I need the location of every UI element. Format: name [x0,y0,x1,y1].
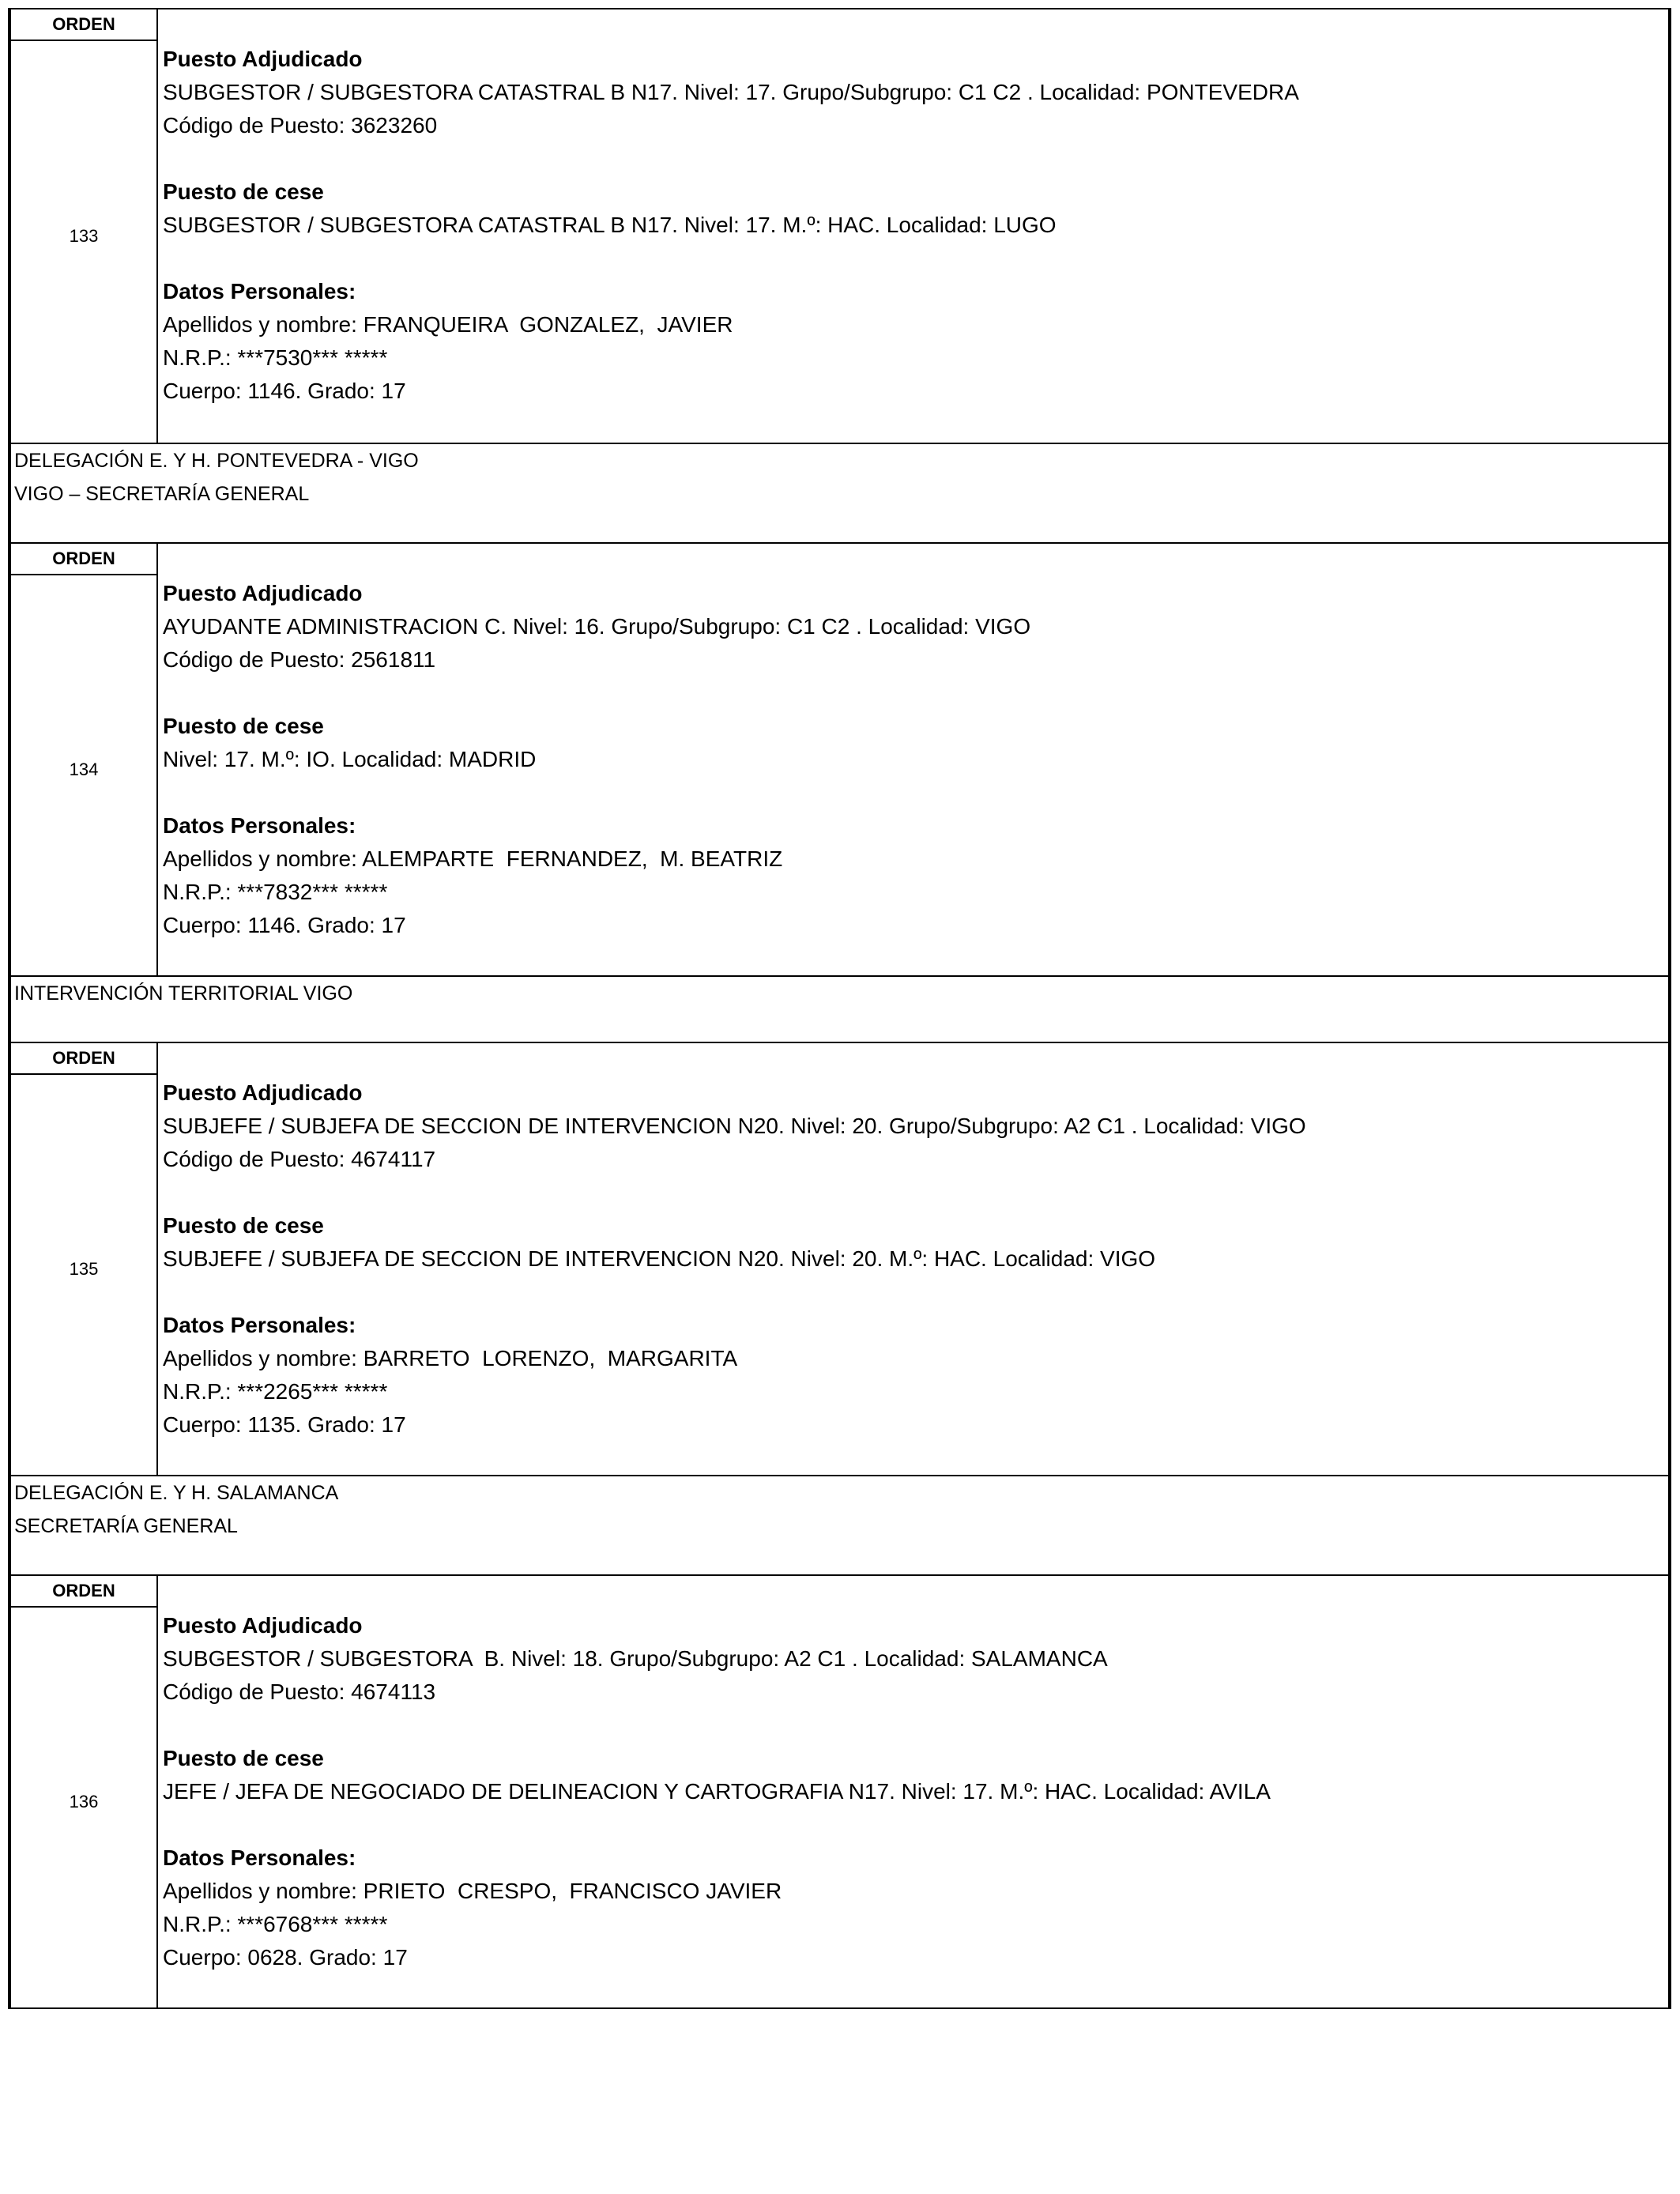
cese-text: Nivel: 17. M.º: IO. Localidad: MADRID [163,747,537,771]
section-line: SECRETARÍA GENERAL [14,1515,238,1537]
section-line: DELEGACIÓN E. Y H. SALAMANCA [14,1482,339,1504]
entry-details [158,1043,1668,1475]
entry-133 [11,9,1668,443]
nombre-text: Apellidos y nombre: BARRETO LORENZO, MARGARITA [163,1346,738,1370]
section-header [11,443,1668,542]
entry-136 [11,1574,1668,2007]
orden-header: ORDEN [11,1043,156,1075]
adjudicado-text: SUBGESTOR / SUBGESTORA B. Nivel: 18. Grupo/Subgrupo: A2 C1 . Localidad: SALAMANCA [163,1646,1108,1671]
nrp-text: N.R.P.: ***7530*** ***** [163,345,388,370]
section-line: VIGO – SECRETARÍA GENERAL [14,483,310,505]
nrp-text: N.R.P.: ***2265*** ***** [163,1379,388,1404]
orden-number: 136 [69,1792,99,1811]
nombre-text: Apellidos y nombre: PRIETO CRESPO, FRANCISCO JAVIER [163,1879,782,1903]
adjudicado-heading: Puesto Adjudicado [163,1613,363,1638]
orden-number: 135 [69,1259,99,1279]
entry-134 [11,542,1668,975]
section-line: DELEGACIÓN E. Y H. PONTEVEDRA - VIGO [14,450,419,472]
orden-header: ORDEN [11,1576,156,1608]
adjudicado-heading: Puesto Adjudicado [163,581,363,605]
entry-details [158,544,1668,975]
datos-heading: Datos Personales: [163,279,356,303]
orden-header: ORDEN [11,9,156,41]
section-header [11,1475,1668,1574]
entry-details [158,1576,1668,2007]
orden-column [11,544,158,975]
entry-details [158,9,1668,443]
cese-heading: Puesto de cese [163,1213,324,1238]
orden-number: 134 [69,760,99,779]
adjudicado-text: SUBJEFE / SUBJEFA DE SECCION DE INTERVENCION N20. Nivel: 20. Grupo/Subgrupo: A2 C1 . Localidad: VIGO [163,1114,1306,1138]
cese-heading: Puesto de cese [163,1746,324,1770]
section-line: INTERVENCIÓN TERRITORIAL VIGO [14,982,353,1005]
nombre-text: Apellidos y nombre: FRANQUEIRA GONZALEZ, JAVIER [163,312,733,337]
cese-heading: Puesto de cese [163,179,324,204]
codigo-puesto: Código de Puesto: 3623260 [163,113,438,138]
cese-heading: Puesto de cese [163,714,324,738]
adjudicado-heading: Puesto Adjudicado [163,1080,363,1105]
cuerpo-text: Cuerpo: 1146. Grado: 17 [163,379,406,403]
datos-heading: Datos Personales: [163,1313,356,1337]
orden-number: 133 [69,226,99,246]
codigo-puesto: Código de Puesto: 4674113 [163,1679,436,1704]
document-table [8,8,1671,2009]
cuerpo-text: Cuerpo: 1135. Grado: 17 [163,1412,406,1437]
codigo-puesto: Código de Puesto: 4674117 [163,1147,436,1171]
orden-column [11,1043,158,1475]
codigo-puesto: Código de Puesto: 2561811 [163,647,436,672]
cese-text: JEFE / JEFA DE NEGOCIADO DE DELINEACION Y CARTOGRAFIA N17. Nivel: 17. M.º: HAC. Localidad: AVILA [163,1779,1271,1804]
section-header [11,975,1668,1042]
entry-135 [11,1042,1668,1475]
nrp-text: N.R.P.: ***7832*** ***** [163,880,388,904]
cese-text: SUBGESTOR / SUBGESTORA CATASTRAL B N17. Nivel: 17. M.º: HAC. Localidad: LUGO [163,213,1057,237]
adjudicado-text: AYUDANTE ADMINISTRACION C. Nivel: 16. Grupo/Subgrupo: C1 C2 . Localidad: VIGO [163,614,1031,639]
nombre-text: Apellidos y nombre: ALEMPARTE FERNANDEZ, M. BEATRIZ [163,846,783,871]
nrp-text: N.R.P.: ***6768*** ***** [163,1912,388,1936]
orden-header: ORDEN [11,544,156,575]
cese-text: SUBJEFE / SUBJEFA DE SECCION DE INTERVENCION N20. Nivel: 20. M.º: HAC. Localidad: VIGO [163,1246,1156,1271]
adjudicado-heading: Puesto Adjudicado [163,47,363,71]
cuerpo-text: Cuerpo: 0628. Grado: 17 [163,1945,408,1970]
datos-heading: Datos Personales: [163,1845,356,1870]
adjudicado-text: SUBGESTOR / SUBGESTORA CATASTRAL B N17. Nivel: 17. Grupo/Subgrupo: C1 C2 . Localidad: PONTEVEDRA [163,80,1299,104]
orden-column [11,1576,158,2007]
datos-heading: Datos Personales: [163,813,356,838]
cuerpo-text: Cuerpo: 1146. Grado: 17 [163,913,406,937]
orden-column [11,9,158,443]
